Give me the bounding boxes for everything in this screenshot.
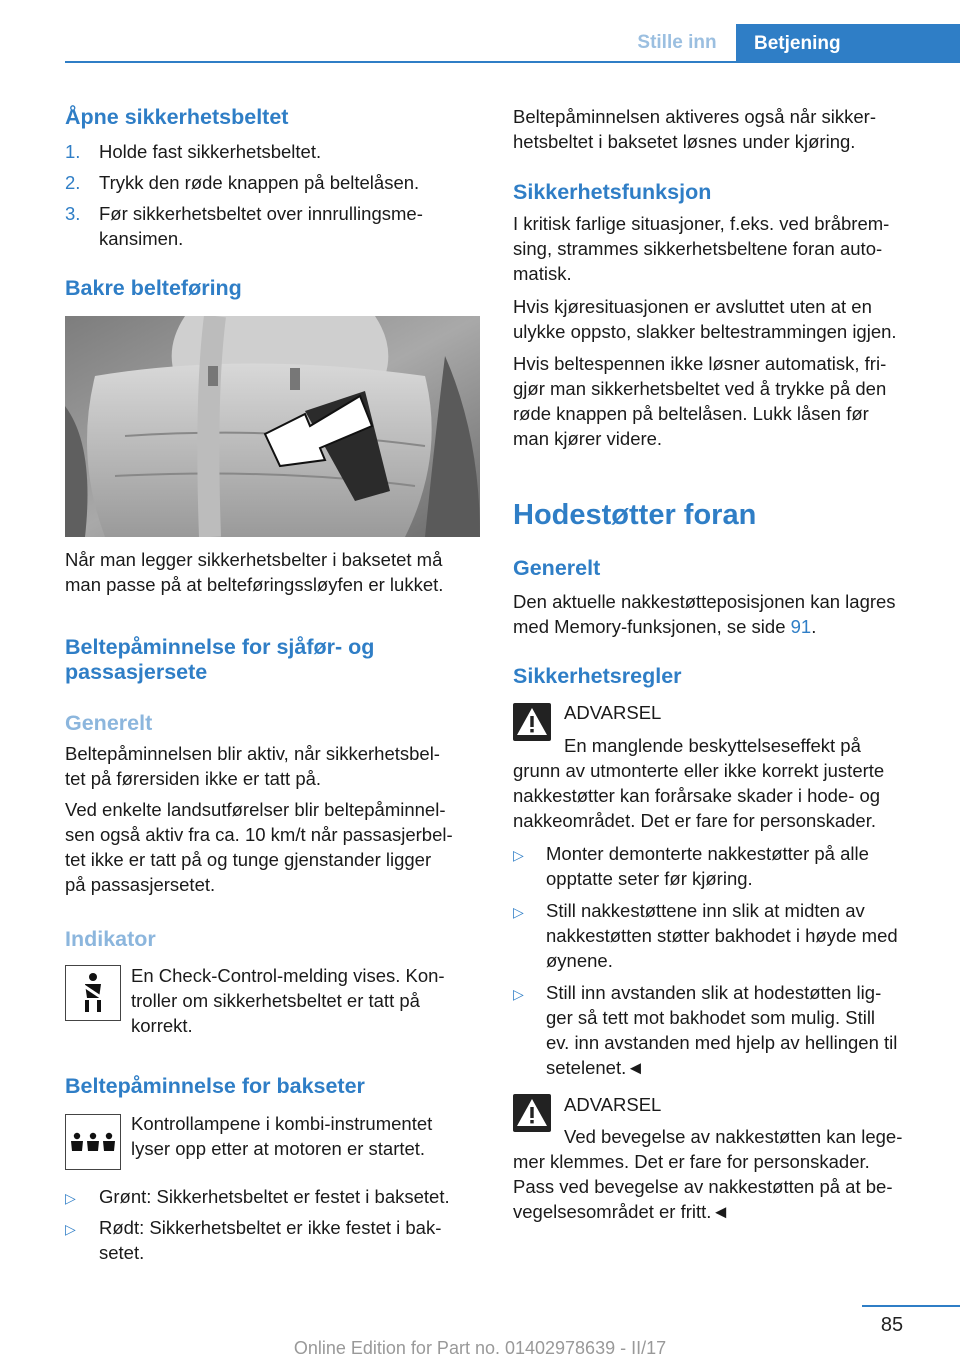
step-number: 2. <box>65 172 81 193</box>
rear-seatbelt-icon <box>65 1114 121 1170</box>
text-line: øynene. <box>546 950 613 971</box>
warning-title: ADVARSEL <box>564 702 662 723</box>
text-line <box>513 614 933 639</box>
text-line: man passe på at belteføringssløyfen er lukket. <box>65 574 444 595</box>
text-line: gjør man sikkerhetsbeltet ved å trykke på den <box>513 378 887 399</box>
list-item <box>513 980 933 1080</box>
text-line: En Check-Control-melding vises. Kon‐ <box>131 965 445 986</box>
paragraph-indikator <box>131 963 480 1038</box>
triangle-bullet-icon: ▷ <box>513 986 524 1002</box>
text-line: Ved bevegelse av nakkestøtten kan lege‐ <box>564 1126 903 1147</box>
text-line: troller om sikkerhetsbeltet er tatt på <box>131 990 420 1011</box>
step-number: 1. <box>65 141 81 162</box>
heading-indikator: Indikator <box>65 927 156 951</box>
text-line: sing, strammes sikkerhetsbeltene foran auto‐ <box>513 238 883 259</box>
list-item <box>65 1184 480 1209</box>
text-line: opptatte seter før kjøring. <box>546 868 753 889</box>
text-line: man kjører videre. <box>513 428 663 449</box>
heading-rear-belt-guide: Bakre belteføring <box>65 276 242 300</box>
seatbelt-warning-icon <box>65 965 121 1021</box>
paragraph-safety-2 <box>513 294 933 344</box>
text-line: ev. inn avstanden med hjelp av hellingen til <box>546 1032 898 1053</box>
list-item <box>513 898 933 973</box>
paragraph-generelt-1 <box>65 741 480 791</box>
text-line: korrekt. <box>131 1015 193 1036</box>
step-number: 3. <box>65 203 81 224</box>
text-line: Ved enkelte landsutførelser blir beltepåminnel‐ <box>65 799 446 820</box>
heading-front-headrests: Hodestøtter foran <box>513 499 757 531</box>
text-line: Beltepåminnelsen blir aktiv, når sikkerhetsbel‐ <box>65 743 440 764</box>
paragraph-safety-3 <box>513 351 933 451</box>
text-line: ulykke oppsto, slakker beltestrammingen igjen. <box>513 321 897 342</box>
text-line: setet. <box>99 1242 145 1263</box>
text-line: Hvis kjøresituasjonen er avsluttet uten at en <box>513 296 872 317</box>
text-line: En manglende beskyttelseseffekt på <box>564 735 861 756</box>
text-line: nakkestøtter kan forårsake skader i hode- og <box>513 785 881 806</box>
heading-open-belt: Åpne sikkerhetsbeltet <box>65 105 289 129</box>
warning-title: ADVARSEL <box>564 1094 662 1115</box>
paragraph-safety-1 <box>513 211 933 286</box>
step-text-line: Før sikkerhetsbeltet over innrullingsme‐ <box>99 203 423 224</box>
text-line: på passasjersetet. <box>65 874 216 895</box>
text-line: Kontrollampene i kombi-instrumentet <box>131 1113 433 1134</box>
list-item <box>65 201 480 251</box>
step-text-line: kansimen. <box>99 228 184 249</box>
step-text: Trykk den røde knappen på beltelåsen. <box>99 172 420 193</box>
header-tab-section[interactable]: Stille inn <box>637 31 717 53</box>
footer-rule <box>862 1305 960 1307</box>
page-number: 85 <box>880 1314 904 1336</box>
page-link[interactable]: 91 <box>790 616 812 637</box>
text-line: Beltepåminnelsen aktiveres også når sikker‐ <box>513 106 876 127</box>
text-line: nakkeområdet. Det er fare for personskader. <box>513 810 876 831</box>
text-line: Still nakkestøttene inn slik at midten av <box>546 900 865 921</box>
step-text: Holde fast sikkerhetsbeltet. <box>99 141 322 162</box>
text-line: Monter demonterte nakkestøtter på alle <box>546 843 869 864</box>
heading-safety-rules: Sikkerhetsregler <box>513 664 682 688</box>
warning-text <box>513 1124 933 1224</box>
text-line: vegelsesområdet er fritt.◄ <box>513 1201 730 1222</box>
triangle-bullet-icon: ▷ <box>65 1190 76 1206</box>
text-line: røde knappen på beltelåsen. Lukk låsen før <box>513 403 869 424</box>
text-line: Pass ved bevegelse av nakkestøtten på at be‐ <box>513 1176 893 1197</box>
text-line: Den aktuelle nakkestøtteposisjonen kan lagres <box>513 591 896 612</box>
text-line: grunn av utmonterte eller ikke korrekt justerte <box>513 760 885 781</box>
footer-edition: Online Edition for Part no. 01402978639 - II/17 <box>293 1338 667 1358</box>
triangle-bullet-icon: ▷ <box>513 847 524 863</box>
text-line: Når man legger sikkerhetsbelter i baksetet må <box>65 549 443 570</box>
text-line: ger så tett mot bakhodet som mulig. Still <box>546 1007 876 1028</box>
text-line: tet ikke er tatt på og tunge gjenstander ligger <box>65 849 432 870</box>
heading-generelt: Generelt <box>65 711 153 735</box>
rear-belt-guide-photo <box>65 316 480 537</box>
text-line: Still inn avstanden slik at hodestøtten lig‐ <box>546 982 882 1003</box>
triangle-bullet-icon: ▷ <box>65 1221 76 1237</box>
heading-belt-reminder-front <box>65 635 480 685</box>
heading-line: Beltepåminnelse for sjåfør- og <box>65 635 375 659</box>
text-line: mer klemmes. Det er fare for personskader. <box>513 1151 870 1172</box>
text-line: matisk. <box>513 263 572 284</box>
text-line: Grønt: Sikkerhetsbeltet er festet i baksetet. <box>99 1186 450 1207</box>
paragraph-rear-guide <box>65 547 480 597</box>
list-item <box>65 170 480 195</box>
text-line: tet på førersiden ikke er tatt på. <box>65 768 322 789</box>
header-rule <box>65 61 960 63</box>
text-fragment: med Memory-funksjonen, se side <box>513 616 791 637</box>
paragraph-headrest-generelt <box>513 589 933 639</box>
list-item <box>65 1215 480 1265</box>
list-item <box>65 139 480 164</box>
heading-generelt: Generelt <box>513 556 601 580</box>
heading-belt-reminder-rear: Beltepåminnelse for bakseter <box>65 1074 365 1098</box>
header-tab-chapter[interactable]: Betjening <box>736 24 960 63</box>
text-line: Hvis beltespennen ikke løsner automatisk, fri‐ <box>513 353 887 374</box>
text-fragment: . <box>811 616 817 637</box>
text-line: I kritisk farlige situasjoner, f.eks. ved bråbrem‐ <box>513 213 890 234</box>
heading-safety-function: Sikkerhetsfunksjon <box>513 180 712 204</box>
text-line: sen også aktiv fra ca. 10 km/t når passasjerbel‐ <box>65 824 453 845</box>
warning-text <box>513 733 933 833</box>
text-line: lyser opp etter at motoren er startet. <box>131 1138 426 1159</box>
text-line: setelenet.◄ <box>546 1057 645 1078</box>
paragraph-generelt-2 <box>65 797 480 897</box>
triangle-bullet-icon: ▷ <box>513 904 524 920</box>
text-line: hetsbeltet i baksetet løsnes under kjøring. <box>513 131 856 152</box>
paragraph-rear-seat-reminder <box>131 1111 480 1161</box>
list-item <box>513 841 933 891</box>
paragraph-reminder-rear-active <box>513 104 933 154</box>
text-line: Rødt: Sikkerhetsbeltet er ikke festet i bak‐ <box>99 1217 442 1238</box>
text-line: nakkestøtten støtter bakhodet i høyde med <box>546 925 898 946</box>
heading-line: passasjersete <box>65 660 208 684</box>
